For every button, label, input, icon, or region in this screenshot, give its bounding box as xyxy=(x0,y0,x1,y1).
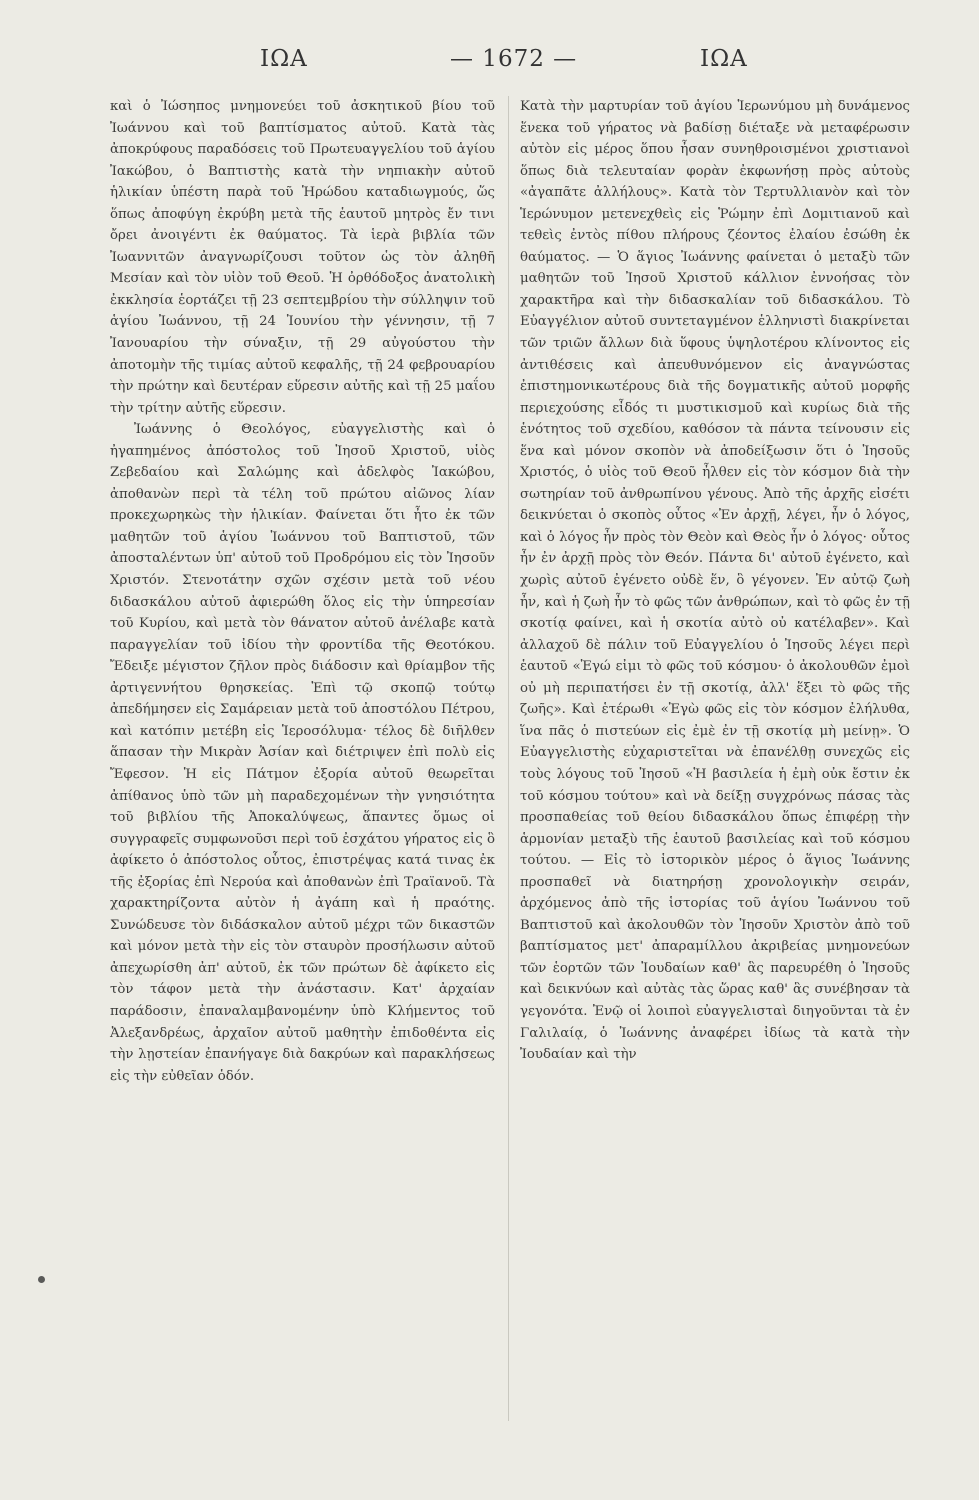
margin-dot xyxy=(38,1276,45,1283)
column-divider xyxy=(508,96,509,1421)
left-paragraph-2: Ἰωάννης ὁ Θεολόγος, εὐαγγελιστὴς καὶ ὁ ἠγαπημένος ἀπόστολος τοῦ Ἰησοῦ Χριστοῦ, υἱὸς Ζεβεδαίου καὶ Σαλώμης καὶ ἀδελφὸς Ἰακώβου, ἀποθανὼν περὶ τὰ τέλη τοῦ πρώτου αἰῶνος λίαν προκεχωρηκὼς τὴν ἡλικίαν. Φαίνεται ὅτι ἦτο ἐκ τῶν μαθητῶν τοῦ ἁγίου Ἰωάννου τοῦ Βαπτιστοῦ, τῶν ἀποσταλέντων ὑπ' αὐτοῦ τοῦ Προδρόμου εἰς τὸν Ἰησοῦν Χριστόν. Στενοτάτην σχῶν σχέσιν μετὰ τοῦ νέου διδασκάλου αὐτοῦ ἀφιερώθη ὅλος εἰς τὴν ὑπηρεσίαν τοῦ Κυρίου, καὶ μετὰ τὸν θάνατον αὐτοῦ ἀνέλαβε κατὰ παραγγελίαν τοῦ ἰδίου τὴν φροντίδα τῆς Θεοτόκου. Ἔδειξε μέγιστον ζῆλον πρὸς διάδοσιν καὶ θρίαμβον τῆς ἀρτιγεννήτου θρησκείας. Ἐπὶ τῷ σκοπῷ τούτῳ ἀπεδήμησεν εἰς Σαμάρειαν μετὰ τοῦ ἀποστόλου Πέτρου, καὶ κατόπιν μετέβη εἰς Ἱεροσόλυμα· τέλος δὲ διῆλθεν ἅπασαν τὴν Μικρὰν Ἀσίαν καὶ διέτριψεν ἐπὶ πολὺ εἰς Ἔφεσον. Ἡ εἰς Πάτμον ἐξορία αὐτοῦ θεωρεῖται ἀπίθανος ὑπὸ τῶν μὴ παραδεχομένων τὴν γνησιότητα τοῦ βιβλίου τῆς Ἀποκαλύψεως, ἅπαντες ὅμως οἱ συγγραφεῖς συμφωνοῦσι περὶ τοῦ ἐσχάτου γήρατος εἰς ὃ ἀφίκετο ὁ ἀπόστολος οὗτος, ἐπιστρέψας κατά τινας ἐκ τῆς ἐξορίας ἐπὶ Νερούα καὶ ἀποθανὼν ἐπὶ Τραϊανοῦ. Τὰ χαρακτηρίζοντα αὐτὸν ἡ ἀγάπη καὶ ἡ πραότης. Συνώδευσε τὸν διδάσκαλον αὐτοῦ μέχρι τῶν δικαστῶν καὶ μόνον μετὰ τὴν εἰς τὸν σταυρὸν προσήλωσιν αὐτοῦ ἀπεχωρίσθη ἀπ' αὐτοῦ, ἐκ τῶν πρώτων δὲ ἀφίκετο εἰς τὸν τάφον μετὰ τὴν ἀνάστασιν. Κατ' ἀρχαίαν παράδοσιν, ἐπαναλαμβανομένην ὑπὸ Κλήμεντος τοῦ Ἀλεξανδρέως, ἀρχαῖον αὐτοῦ μαθητὴν ἐπιδοθέντα εἰς τὴν λῃστείαν ἐπανήγαγε διὰ δακρύων καὶ παρακλήσεως εἰς τὴν εὐθεῖαν ὁδόν. xyxy=(110,422,495,1084)
page-header xyxy=(110,46,920,86)
left-column xyxy=(110,96,495,1087)
left-paragraph-1: καὶ ὁ Ἰώσηπος μνημονεύει τοῦ ἀσκητικοῦ βίου τοῦ Ἰωάννου καὶ τοῦ βαπτίσματος αὐτοῦ. Κατὰ τὰς ἀποκρύφους παραδόσεις τοῦ Πρωτευαγγελίου τοῦ ἁγίου Ἰακώβου, ὁ Βαπτιστὴς κατὰ τὴν νηπιακὴν αὐτοῦ ἡλικίαν ὑπέστη παρὰ τοῦ Ἡρώδου καταδιωγμούς, ὥς ὅπως ἀποφύγη ἐκρύβη μετὰ τῆς ἑαυτοῦ μητρὸς ἔν τινι ὄρει ἀνοιγέντι ἐκ θαύματος. Τὰ ἱερὰ βιβλία τῶν Ἰωαννιτῶν ἀναγνωρίζουσι τοῦτον ὡς τὸν ἀληθῆ Μεσίαν καὶ τὸν υἱὸν τοῦ Θεοῦ. Ἡ ὀρθόδοξος ἀνατολικὴ ἐκκλησία ἑορτάζει τῇ 23 σεπτεμβρίου τὴν σύλληψιν τοῦ ἁγίου Ἰωάννου, τῇ 24 Ἰουνίου τὴν γέννησιν, τῇ 7 Ἰανουαρίου τὴν σύναξιν, τῇ 29 αὐγούστου τὴν ἀποτομὴν τῆς τιμίας αὐτοῦ κεφαλῆς, τῇ 24 φεβρουαρίου τὴν πρώτην καὶ δευτέραν εὕρεσιν αὐτῆς καὶ τῇ 25 μαΐου τὴν τρίτην αὐτῆς εὕρεσιν. xyxy=(110,99,495,416)
running-head-right: ΙΩΑ xyxy=(700,46,748,72)
right-paragraph-1: Κατὰ τὴν μαρτυρίαν τοῦ ἁγίου Ἱερωνύμου μὴ δυνάμενος ἕνεκα τοῦ γήρατος νὰ βαδίσῃ διέταξε νὰ μεταφέρωσιν αὐτὸν εἰς μέρος ὅπου ἦσαν συνηθροισμένοι χριστιανοὶ ὅπως διὰ τελευταίαν φορὰν ἐκφωνήσῃ πρὸς αὐτοὺς «ἀγαπᾶτε ἀλλήλους». Κατὰ τὸν Τερτυλλιανὸν καὶ τὸν Ἱερώνυμον μετενεχθεὶς εἰς Ῥώμην ἐπὶ Δομιτιανοῦ καὶ τεθεὶς ἐντὸς πίθου πλήρους ζέοντος ἐλαίου ἐσώθη ἐκ θαύματος. — Ὁ ἅγιος Ἰωάννης φαίνεται ὁ μεταξὺ τῶν μαθητῶν τοῦ Ἰησοῦ Χριστοῦ κάλλιον ἐννοήσας τὸν χαρακτῆρα καὶ τὴν διδασκαλίαν τοῦ διδασκάλου. Τὸ Εὐαγγέλιον αὐτοῦ συντεταγμένον ἑλληνιστὶ διακρίνεται τῶν τριῶν ἄλλων διὰ ὕφους ὑψηλοτέρου κλίνοντος εἰς ἀντιθέσεις καὶ ἀπευθυνόμενον εἰς ἀναγνώστας ἐπιστημονικωτέρους διὰ τῆς δογματικῆς αὐτοῦ μορφῆς περιεχούσης εἶδός τι μυστικισμοῦ καὶ κυρίως διὰ τῆς ἑνότητος τοῦ σχεδίου, καθόσον τὰ πάντα τείνουσιν εἰς ἕνα καὶ μόνον σκοπὸν νὰ ἀποδείξωσιν ὅτι ὁ Ἰησοῦς Χριστός, ὁ υἱὸς τοῦ Θεοῦ ἦλθεν εἰς τὸν κόσμον διὰ τὴν σωτηρίαν τοῦ ἀνθρωπίνου γένους. Ἀπὸ τῆς ἀρχῆς εἰσέτι δεικνύεται ὁ σκοπὸς οὗτος «Ἐν ἀρχῇ, λέγει, ἦν ὁ λόγος, καὶ ὁ λόγος ἦν πρὸς τὸν Θεὸν καὶ Θεὸς ἦν ὁ λόγος· οὗτος ἦν ἐν ἀρχῇ πρὸς τὸν Θεόν. Πάντα δι' αὐτοῦ ἐγένετο, καὶ χωρὶς αὐτοῦ ἐγένετο οὐδὲ ἕν, ὃ γέγονεν. Ἐν αὐτῷ ζωὴ ἦν, καὶ ἡ ζωὴ ἦν τὸ φῶς τῶν ἀνθρώπων, καὶ τὸ φῶς ἐν τῇ σκοτίᾳ φαίνει, καὶ ἡ σκοτία αὐτὸ οὐ κατέλαβεν». Καὶ ἀλλαχοῦ δὲ πάλιν τοῦ Εὐαγγελίου ὁ Ἰησοῦς λέγει περὶ ἑαυτοῦ «Ἐγώ εἰμι τὸ φῶς τοῦ κόσμου· ὁ ἀκολουθῶν ἐμοὶ οὐ μὴ περιπατήσει ἐν τῇ σκοτίᾳ, ἀλλ' ἕξει τὸ φῶς τῆς ζωῆς». Καὶ ἑτέρωθι «Ἐγὼ φῶς εἰς τὸν κόσμον ἐλήλυθα, ἵνα πᾶς ὁ πιστεύων εἰς ἐμὲ ἐν τῇ σκοτίᾳ μὴ μείνῃ». Ὁ Εὐαγγελιστὴς εὐχαριστεῖται νὰ ἐπανέλθῃ συνεχῶς εἰς τοὺς λόγους τοῦ Ἰησοῦ «Ἡ βασιλεία ἡ ἐμὴ οὐκ ἔστιν ἐκ τοῦ κόσμου τούτου» καὶ νὰ δείξῃ συγχρόνως πάσας τὰς προσπαθείας τοῦ θείου διδασκάλου ὅπως ἐπιφέρῃ τὴν ἁρμονίαν μεταξὺ τῆς ἑαυτοῦ βασιλείας καὶ τοῦ κόσμου τούτου. — Εἰς τὸ ἱστορικὸν μέρος ὁ ἅγιος Ἰωάννης προσπαθεῖ νὰ διατηρήσῃ χρονολογικὴν σειράν, ἀρχόμενος ἀπὸ τῆς ἱστορίας τοῦ ἁγίου Ἰωάννου τοῦ Βαπτιστοῦ καὶ ἀκολουθῶν τὸν Ἰησοῦν Χριστὸν ἀπὸ τοῦ βαπτίσματος μετ' ἀπαραμίλλου ἀκριβείας μνημονεύων τῶν ἑορτῶν τῶν Ἰουδαίων καθ' ἃς παρευρέθη ὁ Ἰησοῦς καὶ δεικνύων καὶ αὐτὰς τὰς ὥρας καθ' ἃς συνέβησαν τὰ γεγονότα. Ἐνῷ οἱ λοιποὶ εὐαγγελισταὶ διηγοῦνται τὰ ἐν Γαλιλαίᾳ, ὁ Ἰωάννης ἀναφέρει ἰδίως τὰ κατὰ τὴν Ἰουδαίαν καὶ τὴν xyxy=(520,99,910,1063)
right-column xyxy=(520,96,910,1066)
page-number: — 1672 — xyxy=(450,46,578,72)
running-head-left: ΙΩΑ xyxy=(260,46,308,72)
